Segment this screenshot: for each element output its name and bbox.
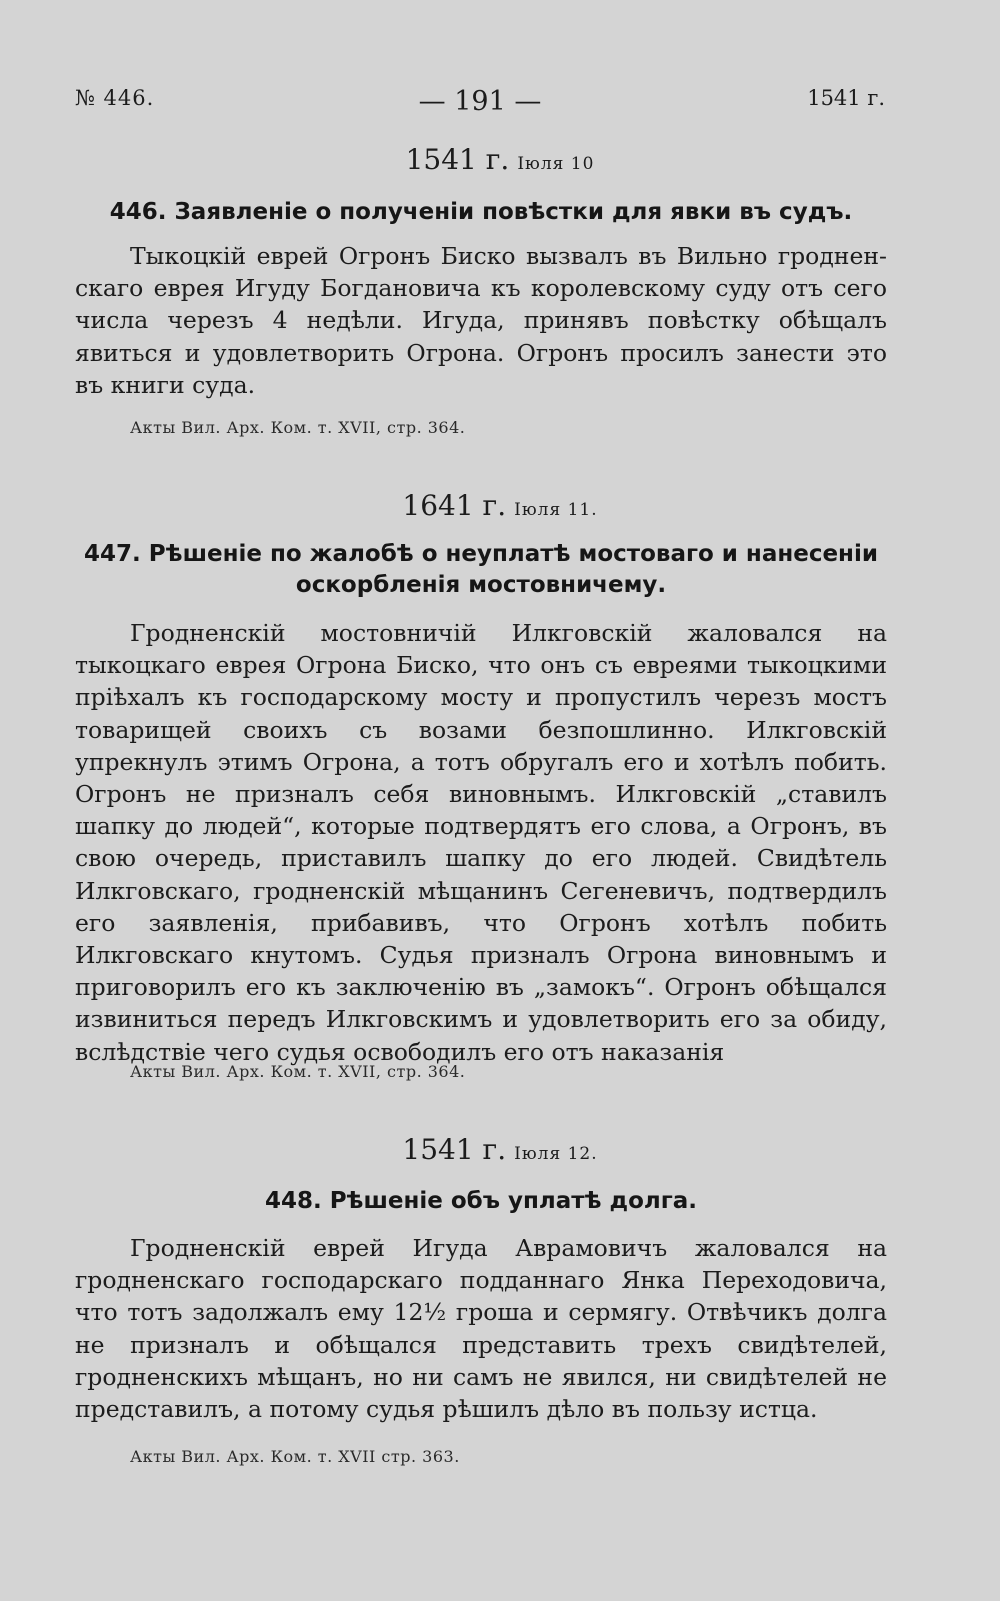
entry-date-day: Іюля 10 bbox=[517, 154, 595, 174]
entry-title: 447. Рѣшеніе по жалобѣ о неуплатѣ мостоваго и нанесеніи оскорбленія мостовничему. bbox=[84, 541, 878, 598]
header-year: 1541 г. bbox=[807, 86, 885, 110]
entry-text: Гродненскій мостовничій Илкговскій жаловался на тыкоцкаго еврея Огрона Биско, что онъ съ евреями тыкоцкими пріѣхалъ къ господарскому мосту и пропустилъ черезъ мостъ товарищей своихъ съ возами безпошлинно. Илкговскій упрекнулъ этимъ Огрона, а тотъ обругалъ его и хотѣлъ побить. Огронъ не призналъ себя виновнымъ. Илкговскій „ставилъ шапку до людей“, которые подтвердятъ его слова, а Огронъ, въ свою очередь, приставилъ шапку до его людей. Свидѣтель Илкговскаго, гродненскій мѣщанинъ Сегеневичъ, подтвердилъ его заявленія, прибавивъ, что Огронъ хотѣлъ побить Илкговскаго кнутомъ. Судья призналъ Огрона виновнымъ и приговорилъ его къ заключенію въ „замокъ“. Огронъ обѣщался извиниться передъ Илкговскимъ и удовлетворить его за обиду, вслѣдствіе чего судья освободилъ его отъ наказанія bbox=[75, 619, 887, 1066]
entry-date bbox=[0, 489, 1000, 522]
entry-text: Тыкоцкій еврей Огронъ Биско вызвалъ въ Вильно гродненскаго еврея Игуду Богдановича къ королевскому суду отъ сего числа черезъ 4 недѣли. Игуда, принявъ повѣстку обѣщалъ явиться и удовлетворить Огрона. Огронъ просилъ занести это въ книги суда. bbox=[75, 242, 887, 399]
entry-source: Акты Вил. Арх. Ком. т. XVII стр. 363. bbox=[130, 1447, 460, 1466]
entry-source: Акты Вил. Арх. Ком. т. XVII, стр. 364. bbox=[130, 1062, 466, 1081]
entry-title: 448. Рѣшеніе объ уплатѣ долга. bbox=[264, 1188, 698, 1214]
entry-date-year: 1641 г. bbox=[402, 489, 507, 522]
entry-title: 446. Заявленіе о полученіи повѣстки для явки въ судъ. bbox=[109, 199, 853, 225]
entry-date bbox=[0, 143, 1000, 176]
entry-date-year: 1541 г. bbox=[405, 143, 510, 176]
entry-source: Акты Вил. Арх. Ком. т. XVII, стр. 364. bbox=[130, 418, 466, 437]
entry-date-year: 1541 г. bbox=[402, 1133, 507, 1166]
entry-date-day: Іюля 11. bbox=[514, 500, 598, 520]
page-number: — 191 — bbox=[418, 86, 542, 117]
entry-date-day: Іюля 12. bbox=[514, 1144, 598, 1164]
entry-text: Гродненскій еврей Игуда Аврамовичъ жаловался на гродненскаго господарскаго подданнаго Янка Переходовича, что тотъ задолжалъ ему 12½ гроша и сермягу. Отвѣчикъ долга не призналъ и обѣщался представить трехъ свидѣтелей, гродненскихъ мѣщанъ, но ни самъ не явился, ни свидѣтелей не представилъ, а потому судья рѣшилъ дѣло въ пользу истца. bbox=[75, 1234, 887, 1424]
document-number: № 446. bbox=[75, 86, 155, 110]
page-header bbox=[75, 86, 885, 126]
entry-date bbox=[0, 1133, 1000, 1166]
